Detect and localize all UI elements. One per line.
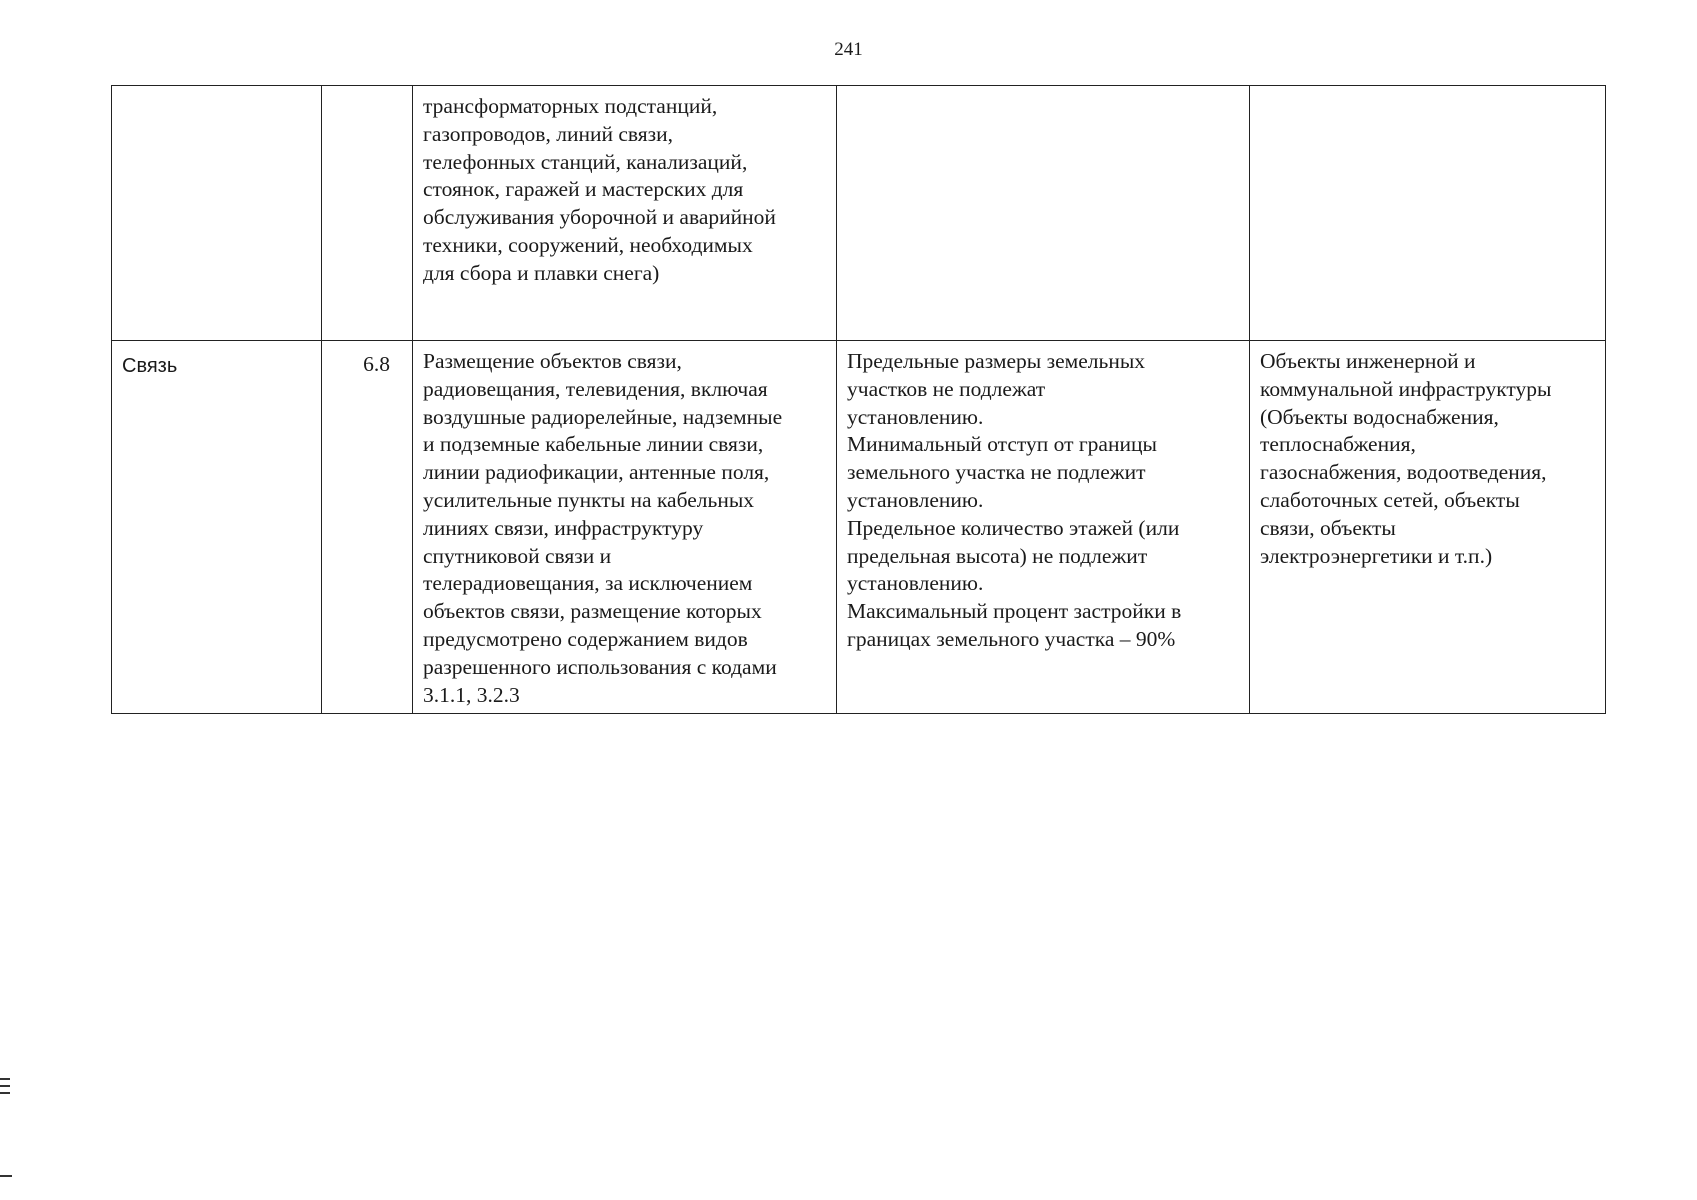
auxiliary-objects-cell: Объекты инженерной и коммунальной инфраструктуры (Объекты водоснабжения, теплоснабжения, газоснабжения, водоотведения, слаботочных сетей, объекты связи, объекты электроэнергетики и т.п.) — [1260, 349, 1552, 568]
limit-parameters-cell — [837, 86, 1250, 340]
binding-margin-mark — [0, 1085, 10, 1087]
use-description-cell: трансформаторных подстанций, газопроводов, линий связи, телефонных станций, канализаций, стоянок, гаражей и мастерских для обслуживания уборочной и аварийной техники, сооружений, необходимых для сбора и плавки снега) — [413, 86, 837, 340]
use-type-name-cell — [112, 86, 322, 340]
use-code-cell: 6.8 — [322, 341, 413, 713]
page-number: 241 — [834, 39, 863, 60]
use-type-name-cell: Связь — [112, 341, 322, 713]
auxiliary-objects-cell — [1250, 86, 1605, 340]
binding-margin-mark — [0, 1078, 10, 1080]
limit-parameters-cell: Предельные размеры земельных участков не подлежат установлению. Минимальный отступ от границы земельного участка не подлежит установлению. Предельное количество этажей (или предельная высота) не подлежит установлению. Максимальный процент застройки в границах земельного участка – 90% — [837, 341, 1250, 713]
use-code-cell — [322, 86, 413, 340]
table-row — [112, 86, 1605, 341]
binding-margin-mark — [0, 1092, 10, 1094]
table-row — [112, 341, 1605, 713]
use-description-cell: Размещение объектов связи, радиовещания, телевидения, включая воздушные радиорелейные, надземные и подземные кабельные линии связи, линии радиофикации, антенные поля, усилительные пункты на кабельных линиях связи, инфраструктуру спутниковой связи и телерадиовещания, за исключением объектов связи, размещение которых предусмотрено содержанием видов разрешенного использования с кодами 3.1.1, 3.2.3 — [413, 341, 837, 713]
land-use-table — [111, 85, 1606, 714]
binding-margin-mark — [0, 1175, 12, 1177]
